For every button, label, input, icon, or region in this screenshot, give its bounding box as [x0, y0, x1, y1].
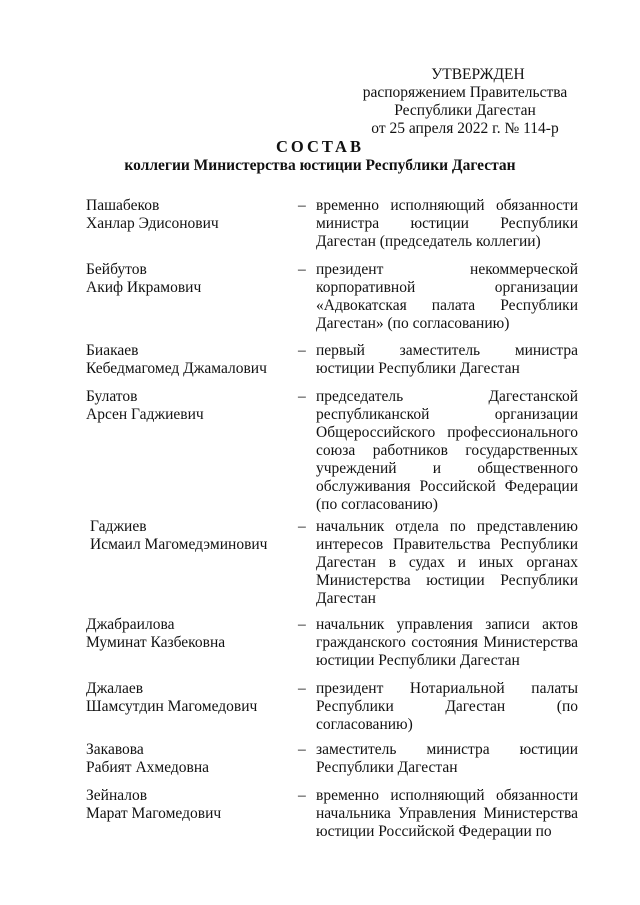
member-surname: Зейналов — [86, 787, 148, 804]
member-role: временно исполняющий обязанности начальника Управления Министерства юстиции Российской Федерации по — [316, 787, 578, 840]
member-dash: – — [298, 518, 306, 535]
member-dash: – — [298, 261, 306, 278]
member-role: президент Нотариальной палаты Республики Дагестан (по согласованию) — [316, 680, 578, 733]
member-dash: – — [298, 616, 306, 633]
member-given-name: Акиф Икрамович — [86, 279, 202, 296]
member-surname: Джабраилова — [86, 616, 175, 633]
approval-authority: распоряжением Правительства — [362, 84, 568, 101]
approval-date: от 25 апреля 2022 г. № 114-р — [371, 120, 559, 137]
member-surname: Булатов — [86, 388, 138, 405]
member-given-name: Кебедмагомед Джамалович — [86, 360, 267, 377]
member-name — [90, 518, 290, 554]
member-dash: – — [298, 787, 306, 804]
member-surname: Гаджиев — [90, 518, 147, 535]
member-name — [86, 261, 286, 297]
member-name — [86, 787, 286, 823]
member-dash: – — [298, 342, 306, 359]
member-role: начальник управления записи актов гражданского состояния Министерства юстиции Республики Дагестан — [316, 616, 578, 669]
member-role: президент некоммерческой корпоративной организации «Адвокатская палата Республики Дагестан» (по согласованию) — [316, 261, 578, 332]
member-role: первый заместитель министра юстиции Республики Дагестан — [316, 342, 578, 377]
member-given-name: Ханлар Эдисонович — [86, 215, 219, 232]
member-name — [86, 342, 286, 378]
member-surname: Биакаев — [86, 342, 139, 359]
member-given-name: Исмаил Магомедэминович — [90, 536, 268, 553]
member-role: начальник отдела по представлению интересов Правительства Республики Дагестан в судах и иных органах Министерства юстиции Республики Дагестан — [316, 518, 578, 607]
member-name — [86, 741, 286, 777]
member-given-name: Арсен Гаджиевич — [86, 406, 204, 423]
member-role: заместитель министра юстиции Республики Дагестан — [316, 741, 578, 776]
member-given-name: Рабият Ахмедовна — [86, 759, 210, 776]
member-surname: Закавова — [86, 741, 144, 758]
member-name — [86, 680, 286, 716]
member-dash: – — [298, 197, 306, 214]
member-given-name: Марат Магомедович — [86, 805, 222, 822]
member-surname: Пашабеков — [86, 197, 160, 214]
approval-region: Республики Дагестан — [394, 102, 536, 119]
member-surname: Бейбутов — [86, 261, 147, 278]
document-subtitle: коллегии Министерства юстиции Республики Дагестан — [124, 157, 516, 174]
member-given-name: Муминат Казбековна — [86, 634, 226, 651]
member-given-name: Шамсутдин Магомедович — [86, 698, 258, 715]
member-dash: – — [298, 388, 306, 405]
approval-stamp — [330, 66, 600, 138]
approval-status: УТВЕРЖДЕН — [431, 66, 525, 83]
document-title: СОСТАВ — [276, 137, 364, 156]
member-name — [86, 388, 286, 424]
member-role: временно исполняющий обязанности министра юстиции Республики Дагестан (председатель коллегии) — [316, 197, 578, 250]
member-name — [86, 616, 286, 652]
member-dash: – — [298, 680, 306, 697]
member-dash: – — [298, 741, 306, 758]
member-surname: Джалаев — [86, 680, 144, 697]
member-role: председатель Дагестанской республиканской организации Общероссийского профессионального союза работников государственных учреждений и общественного обслуживания Российской Федерации (по согласованию) — [316, 388, 578, 513]
member-name — [86, 197, 286, 233]
